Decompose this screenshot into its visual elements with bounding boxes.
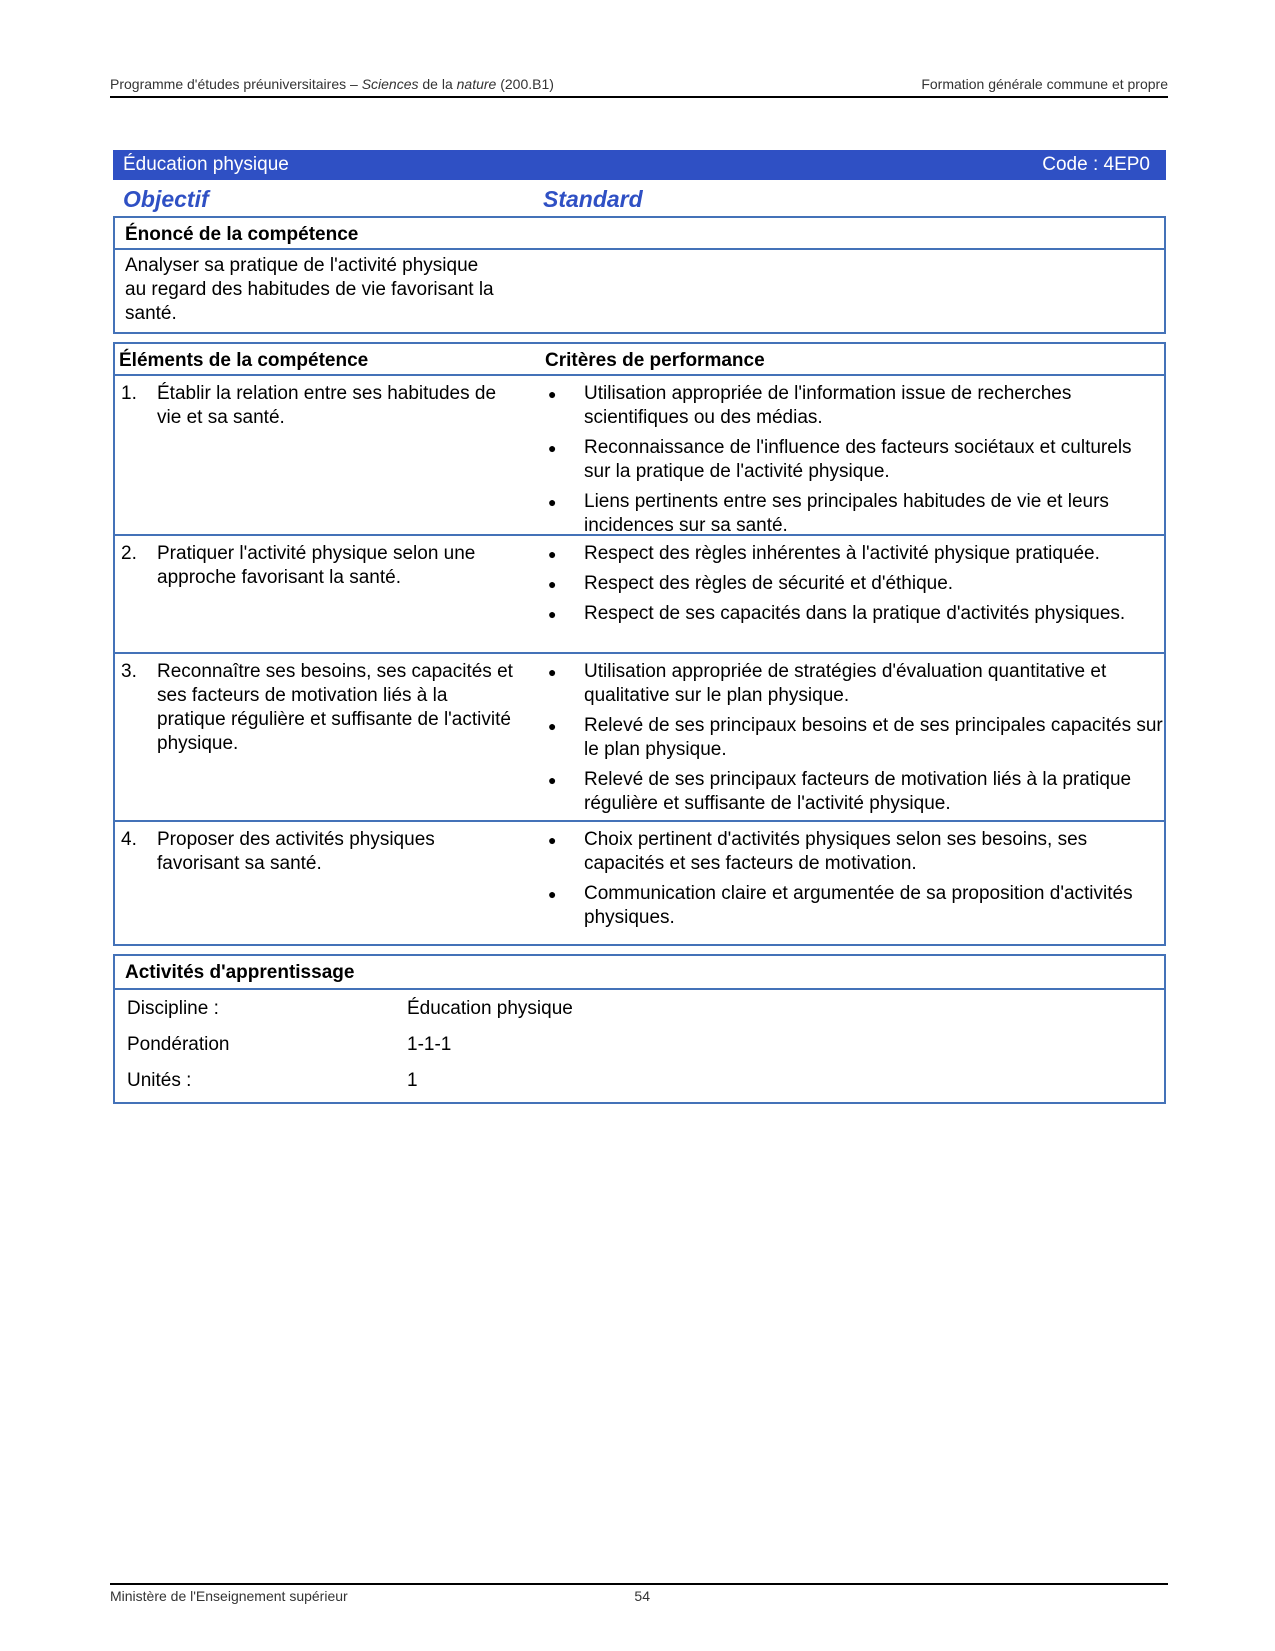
ponderation-label: Pondération <box>127 1034 230 1055</box>
elements-box <box>113 342 1166 946</box>
bullet-icon: ● <box>548 576 557 592</box>
unites-row <box>127 1070 418 1092</box>
table-row <box>115 822 1164 940</box>
criteria-list-1 <box>548 382 1163 544</box>
element-4: 4. Proposer des activités physiques favorisant sa santé. <box>121 829 435 874</box>
list-item: ● Relevé de ses principaux facteurs de motivation liés à la pratique régulière et suffisante de l'activité physique. <box>548 769 1132 814</box>
table-row <box>115 654 1164 822</box>
list-item: ● Utilisation appropriée de stratégies d'évaluation quantitative et qualitative sur le plan physique. <box>548 661 1107 706</box>
program-title-mid: de la <box>418 76 457 92</box>
footer-rule <box>110 1583 1168 1585</box>
activites-heading: Activités d'apprentissage <box>125 962 355 983</box>
list-item: ● Utilisation appropriée de l'information issue de recherches scientifiques ou des médias. <box>548 383 1072 428</box>
bullet-icon: ● <box>548 664 557 680</box>
list-item: ● Respect des règles de sécurité et d'éthique. <box>548 573 954 594</box>
ponderation-row <box>127 1034 451 1056</box>
column-headings <box>123 186 1163 214</box>
list-item: ● Reconnaissance de l'influence des facteurs sociétaux et culturels sur la pratique de l'activité physique. <box>548 437 1132 482</box>
criteria-list-4 <box>548 828 1163 936</box>
course-code: Code : 4EP0 <box>1042 154 1150 175</box>
activites-box <box>113 954 1166 1104</box>
enonce-box <box>113 216 1166 334</box>
bullet-icon: ● <box>548 606 557 622</box>
enonce-heading: Énoncé de la compétence <box>125 224 359 245</box>
header-rule <box>110 96 1168 98</box>
page-number: 54 <box>634 1588 650 1604</box>
elements-heading: Éléments de la compétence <box>119 350 369 371</box>
program-title <box>110 76 554 92</box>
page-footer <box>110 1588 650 1604</box>
unites-value: 1 <box>407 1070 418 1091</box>
element-2: 2. Pratiquer l'activité physique selon une approche favorisant la santé. <box>121 543 476 588</box>
enonce-line: au regard des habitudes de vie favorisant la <box>125 279 494 300</box>
course-title-bar <box>113 150 1166 180</box>
activites-heading-bar <box>115 956 1164 990</box>
bullet-icon: ● <box>548 546 557 562</box>
list-item: ● Communication claire et argumentée de sa proposition d'activités physiques. <box>548 883 1133 928</box>
standard-heading: Standard <box>543 186 643 212</box>
enonce-heading-bar <box>115 218 1164 250</box>
criteria-list-3 <box>548 660 1163 822</box>
program-title-italic-2: nature <box>456 76 497 92</box>
list-item: ● Respect de ses capacités dans la pratique d'activités physiques. <box>548 603 1126 624</box>
enonce-line: Analyser sa pratique de l'activité physique <box>125 255 479 276</box>
ministry-name: Ministère de l'Enseignement supérieur <box>110 1588 348 1604</box>
discipline-label: Discipline : <box>127 998 219 1019</box>
element-1: 1. Établir la relation entre ses habitudes de vie et sa santé. <box>121 383 497 428</box>
ponderation-value: 1-1-1 <box>407 1034 452 1055</box>
discipline-value: Éducation physique <box>407 998 573 1019</box>
criteria-list-2 <box>548 542 1163 632</box>
discipline-row <box>127 998 573 1020</box>
bullet-icon: ● <box>548 832 557 848</box>
program-title-suffix: (200.B1) <box>496 76 554 92</box>
enonce-text <box>115 250 535 330</box>
program-title-italic: Sciences <box>361 76 419 92</box>
element-3: 3. Reconnaître ses besoins, ses capacités et ses facteurs de motivation liés à la pratique régulière et suffisante de l'activité physique. <box>121 661 513 754</box>
bullet-icon: ● <box>548 772 557 788</box>
course-title: Éducation physique <box>123 154 289 175</box>
program-title-prefix: Programme d'études préuniversitaires – <box>110 76 362 92</box>
bullet-icon: ● <box>548 386 557 402</box>
bullet-icon: ● <box>548 718 557 734</box>
list-item: ● Respect des règles inhérentes à l'activité physique pratiquée. <box>548 543 1100 564</box>
table-row <box>115 536 1164 654</box>
training-type: Formation générale commune et propre <box>921 76 1168 92</box>
bullet-icon: ● <box>548 494 557 510</box>
elements-heading-bar <box>115 344 1164 376</box>
objectif-heading: Objectif <box>123 186 209 212</box>
unites-label: Unités : <box>127 1070 192 1091</box>
list-item: ● Relevé de ses principaux besoins et de ses principales capacités sur le plan physique. <box>548 715 1163 760</box>
list-item: ● Choix pertinent d'activités physiques selon ses besoins, ses capacités et ses facteurs de motivation. <box>548 829 1088 874</box>
table-row <box>115 376 1164 536</box>
bullet-icon: ● <box>548 886 557 902</box>
page-header <box>110 76 1168 96</box>
bullet-icon: ● <box>548 440 557 456</box>
criteria-heading: Critères de performance <box>545 350 765 371</box>
list-item: ● Liens pertinents entre ses principales habitudes de vie et leurs incidences sur sa santé. <box>548 491 1109 536</box>
enonce-line: santé. <box>125 303 177 324</box>
